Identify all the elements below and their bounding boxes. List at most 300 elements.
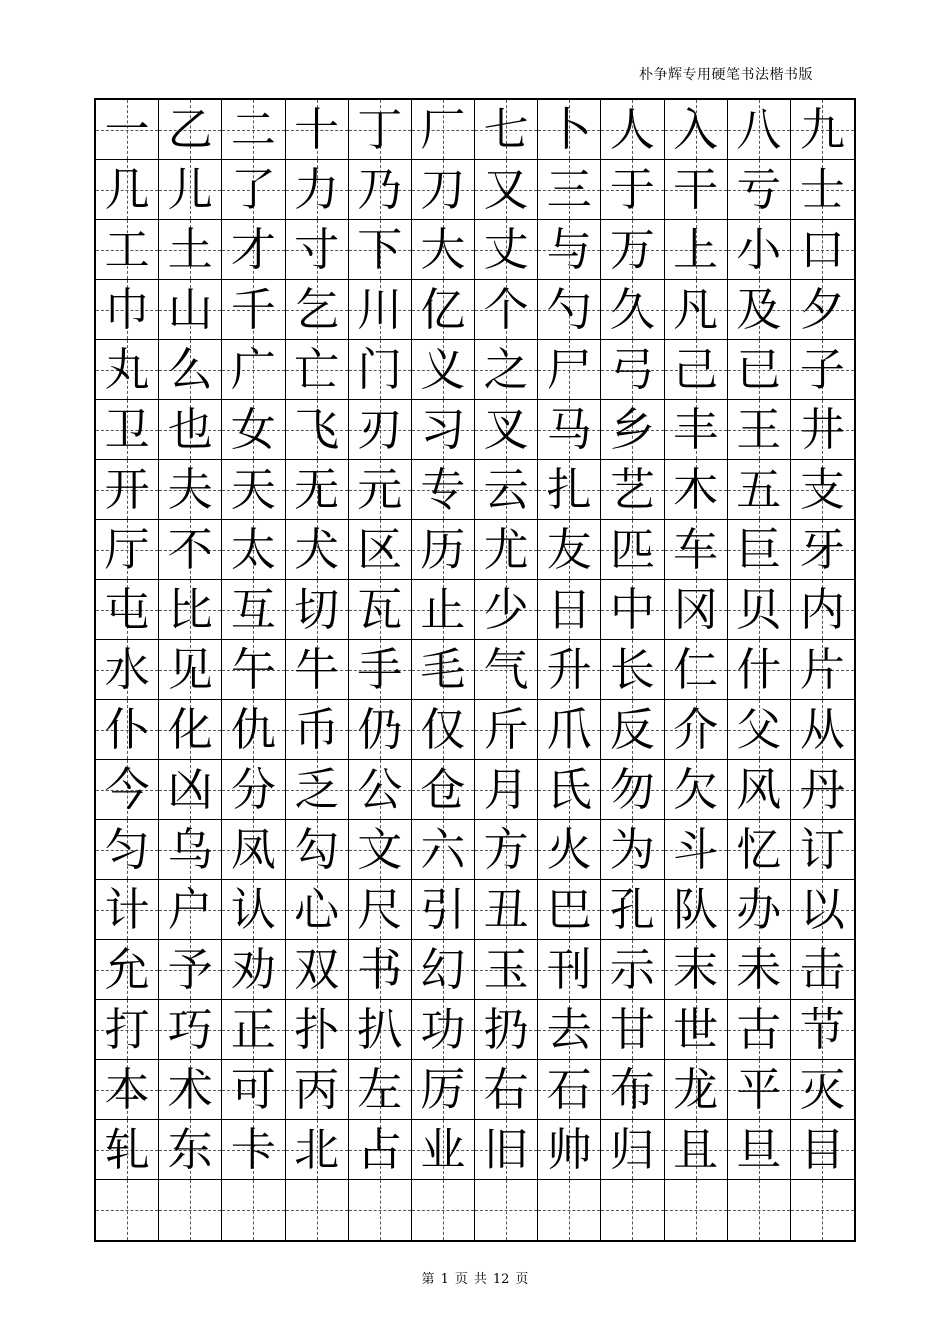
- grid-cell: [286, 640, 349, 700]
- character: 仍: [357, 703, 403, 756]
- character: 世: [673, 1003, 719, 1056]
- character: 又: [483, 163, 529, 216]
- character: 支: [799, 463, 845, 516]
- grid-cell: [601, 220, 664, 280]
- character: 末: [673, 943, 719, 996]
- character: 以: [799, 883, 845, 936]
- grid-cell: [475, 580, 538, 640]
- grid-cell: [412, 220, 475, 280]
- character: 斗: [673, 823, 719, 876]
- grid-cell: [601, 520, 664, 580]
- grid-cell: [601, 760, 664, 820]
- character: 九: [799, 103, 845, 156]
- grid-cell: [159, 400, 222, 460]
- character: 刀: [420, 163, 466, 216]
- grid-cell: [96, 1060, 159, 1120]
- grid-cell: [728, 1000, 791, 1060]
- grid-cell: [665, 820, 728, 880]
- character: 化: [167, 703, 213, 756]
- character: 户: [167, 883, 213, 936]
- grid-cell: [412, 1180, 475, 1240]
- grid-cell: [222, 160, 285, 220]
- character: 月: [483, 763, 529, 816]
- character: 千: [230, 283, 276, 336]
- grid-cell: [222, 1180, 285, 1240]
- character: 七: [483, 103, 529, 156]
- grid-cell: [286, 1060, 349, 1120]
- character: 力: [294, 163, 340, 216]
- grid-cell: [349, 1060, 412, 1120]
- character: 乞: [294, 283, 340, 336]
- character: 瓦: [357, 583, 403, 636]
- footer-current-page: 1: [440, 1272, 449, 1287]
- grid-cell: [665, 700, 728, 760]
- grid-cell: [349, 100, 412, 160]
- grid-cell: [286, 700, 349, 760]
- character: 心: [294, 883, 340, 936]
- grid-cell: [665, 760, 728, 820]
- character: 士: [799, 163, 845, 216]
- character: 凶: [167, 763, 213, 816]
- grid-cell: [222, 940, 285, 1000]
- grid-cell: [349, 220, 412, 280]
- character: 已: [736, 343, 782, 396]
- grid-cell: [349, 520, 412, 580]
- character: 不: [167, 523, 213, 576]
- grid-cell: [601, 1180, 664, 1240]
- character: 功: [420, 1003, 466, 1056]
- grid-cell: [791, 700, 854, 760]
- character: 业: [420, 1123, 466, 1176]
- character: 万: [609, 223, 655, 276]
- character: 个: [483, 283, 529, 336]
- character: 川: [357, 283, 403, 336]
- grid-cell: [601, 400, 664, 460]
- character: 工: [104, 223, 150, 276]
- grid-cell: [159, 340, 222, 400]
- character: 扎: [546, 463, 592, 516]
- grid-cell: [665, 400, 728, 460]
- character: 人: [609, 103, 655, 156]
- grid-cell: [222, 1000, 285, 1060]
- character: 尤: [483, 523, 529, 576]
- grid-cell: [159, 940, 222, 1000]
- character: 么: [167, 343, 213, 396]
- character: 习: [420, 403, 466, 456]
- character: 左: [357, 1063, 403, 1116]
- grid-cell: [538, 880, 601, 940]
- grid-cell: [96, 1120, 159, 1180]
- character: 办: [736, 883, 782, 936]
- character: 十: [294, 103, 340, 156]
- grid-cell: [791, 820, 854, 880]
- character: 巨: [736, 523, 782, 576]
- grid-cell: [286, 220, 349, 280]
- character: 无: [294, 463, 340, 516]
- character: 乌: [167, 823, 213, 876]
- character: 右: [483, 1063, 529, 1116]
- grid-cell: [791, 460, 854, 520]
- character: 丑: [483, 883, 529, 936]
- character: 今: [104, 763, 150, 816]
- character: 占: [357, 1123, 403, 1176]
- grid-cell: [665, 1180, 728, 1240]
- character: 什: [736, 643, 782, 696]
- grid-cell: [286, 160, 349, 220]
- grid-cell: [286, 1120, 349, 1180]
- character: 卡: [230, 1123, 276, 1176]
- character: 门: [357, 343, 403, 396]
- grid-cell: [349, 280, 412, 340]
- grid-cell: [538, 640, 601, 700]
- character: 丈: [483, 223, 529, 276]
- character: 止: [420, 583, 466, 636]
- grid-cell: [538, 1000, 601, 1060]
- grid-cell: [538, 820, 601, 880]
- character: 且: [673, 1123, 719, 1176]
- character: 久: [609, 283, 655, 336]
- grid-cell: [349, 1180, 412, 1240]
- grid-cell: [286, 580, 349, 640]
- character: 马: [546, 403, 592, 456]
- character: 可: [230, 1063, 276, 1116]
- character: 飞: [294, 403, 340, 456]
- grid-cell: [96, 160, 159, 220]
- character: 小: [736, 223, 782, 276]
- character: 扒: [357, 1003, 403, 1056]
- grid-cell: [665, 580, 728, 640]
- character: 午: [230, 643, 276, 696]
- grid-cell: [538, 580, 601, 640]
- grid-cell: [222, 220, 285, 280]
- practice-sheet: [94, 98, 856, 1242]
- grid-cell: [159, 640, 222, 700]
- grid-cell: [222, 400, 285, 460]
- grid-cell: [222, 820, 285, 880]
- character: 入: [673, 103, 719, 156]
- grid-cell: [665, 1120, 728, 1180]
- grid-cell: [349, 160, 412, 220]
- character: 为: [609, 823, 655, 876]
- character: 山: [167, 283, 213, 336]
- grid-cell: [728, 220, 791, 280]
- page-footer: [0, 1268, 950, 1287]
- grid-cell: [728, 100, 791, 160]
- character: 亿: [420, 283, 466, 336]
- character: 弓: [609, 343, 655, 396]
- grid-cell: [728, 880, 791, 940]
- character: 了: [230, 163, 276, 216]
- grid-cell: [538, 760, 601, 820]
- grid-cell: [475, 1120, 538, 1180]
- grid-cell: [349, 460, 412, 520]
- character: 尺: [357, 883, 403, 936]
- grid-cell: [159, 880, 222, 940]
- character: 火: [546, 823, 592, 876]
- grid-cell: [728, 460, 791, 520]
- character: 龙: [673, 1063, 719, 1116]
- grid-cell: [412, 1060, 475, 1120]
- character: 氏: [546, 763, 592, 816]
- grid-cell: [791, 640, 854, 700]
- grid-cell: [601, 880, 664, 940]
- grid-cell: [159, 1060, 222, 1120]
- grid-cell: [96, 280, 159, 340]
- character: 扔: [483, 1003, 529, 1056]
- grid-cell: [349, 940, 412, 1000]
- character: 欠: [673, 763, 719, 816]
- character: 方: [483, 823, 529, 876]
- grid-cell: [791, 1180, 854, 1240]
- grid-cell: [286, 940, 349, 1000]
- grid-cell: [412, 820, 475, 880]
- character: 艺: [609, 463, 655, 516]
- grid-cell: [475, 400, 538, 460]
- grid-cell: [791, 160, 854, 220]
- grid-cell: [791, 100, 854, 160]
- page-header: 朴争辉专用硬笔书法楷书版: [639, 67, 813, 83]
- grid-cell: [159, 580, 222, 640]
- grid-cell: [349, 880, 412, 940]
- grid-cell: [412, 1120, 475, 1180]
- grid-cell: [538, 940, 601, 1000]
- grid-cell: [475, 640, 538, 700]
- grid-cell: [412, 340, 475, 400]
- grid-cell: [349, 580, 412, 640]
- grid-cell: [601, 1120, 664, 1180]
- grid-cell: [96, 760, 159, 820]
- grid-cell: [475, 1180, 538, 1240]
- grid-cell: [665, 640, 728, 700]
- grid-cell: [791, 940, 854, 1000]
- character: 乃: [357, 163, 403, 216]
- character: 牙: [799, 523, 845, 576]
- grid-cell: [475, 940, 538, 1000]
- character: 予: [167, 943, 213, 996]
- character: 车: [673, 523, 719, 576]
- grid-cell: [96, 880, 159, 940]
- grid-cell: [665, 280, 728, 340]
- grid-cell: [286, 400, 349, 460]
- grid-cell: [222, 100, 285, 160]
- character: 厅: [104, 523, 150, 576]
- character: 仅: [420, 703, 466, 756]
- character: 也: [167, 403, 213, 456]
- character: 见: [167, 643, 213, 696]
- grid-cell: [96, 520, 159, 580]
- footer-prefix: 第: [421, 1272, 435, 1287]
- character: 仆: [104, 703, 150, 756]
- footer-total-prefix: 共: [473, 1272, 487, 1287]
- character: 反: [609, 703, 655, 756]
- character: 斤: [483, 703, 529, 756]
- character: 勿: [609, 763, 655, 816]
- character: 丰: [673, 403, 719, 456]
- grid-cell: [222, 1060, 285, 1120]
- character: 历: [420, 523, 466, 576]
- character: 王: [736, 403, 782, 456]
- grid-cell: [96, 820, 159, 880]
- character: 凤: [230, 823, 276, 876]
- character: 刃: [357, 403, 403, 456]
- character: 北: [294, 1123, 340, 1176]
- character: 巾: [104, 283, 150, 336]
- grid-cell: [96, 700, 159, 760]
- grid-cell: [222, 700, 285, 760]
- grid-cell: [728, 1180, 791, 1240]
- character: 订: [799, 823, 845, 876]
- character: 示: [609, 943, 655, 996]
- grid-cell: [791, 1000, 854, 1060]
- character: 土: [167, 223, 213, 276]
- grid-cell: [791, 880, 854, 940]
- grid-cell: [728, 520, 791, 580]
- character: 允: [104, 943, 150, 996]
- character: 尸: [546, 343, 592, 396]
- character: 云: [483, 463, 529, 516]
- character: 忆: [736, 823, 782, 876]
- character: 平: [736, 1063, 782, 1116]
- grid-cell: [412, 100, 475, 160]
- grid-cell: [349, 820, 412, 880]
- grid-cell: [601, 580, 664, 640]
- grid-cell: [601, 700, 664, 760]
- character: 手: [357, 643, 403, 696]
- character: 女: [230, 403, 276, 456]
- grid-cell: [665, 1000, 728, 1060]
- character: 公: [357, 763, 403, 816]
- grid-cell: [349, 640, 412, 700]
- character: 夫: [167, 463, 213, 516]
- grid-cell: [791, 520, 854, 580]
- grid-cell: [286, 880, 349, 940]
- grid-cell: [601, 820, 664, 880]
- character: 区: [357, 523, 403, 576]
- grid-cell: [728, 940, 791, 1000]
- grid-cell: [475, 1000, 538, 1060]
- character: 本: [104, 1063, 150, 1116]
- character: 东: [167, 1123, 213, 1176]
- character: 仇: [230, 703, 276, 756]
- grid-cell: [412, 520, 475, 580]
- character: 比: [167, 583, 213, 636]
- character: 刊: [546, 943, 592, 996]
- character: 未: [736, 943, 782, 996]
- grid-cell: [222, 580, 285, 640]
- grid-cell: [159, 1180, 222, 1240]
- character: 币: [294, 703, 340, 756]
- character: 干: [673, 163, 719, 216]
- character: 下: [357, 223, 403, 276]
- grid-cell: [412, 760, 475, 820]
- character: 才: [230, 223, 276, 276]
- grid-cell: [222, 880, 285, 940]
- grid-cell: [412, 700, 475, 760]
- character: 节: [799, 1003, 845, 1056]
- grid-cell: [159, 160, 222, 220]
- character: 计: [104, 883, 150, 936]
- grid-cell: [96, 340, 159, 400]
- character: 于: [609, 163, 655, 216]
- character: 一: [104, 103, 150, 156]
- character: 屯: [104, 583, 150, 636]
- character: 击: [799, 943, 845, 996]
- grid-cell: [412, 580, 475, 640]
- character: 灭: [799, 1063, 845, 1116]
- character: 幻: [420, 943, 466, 996]
- character: 冈: [673, 583, 719, 636]
- grid-cell: [412, 400, 475, 460]
- grid-cell: [96, 100, 159, 160]
- grid-cell: [665, 220, 728, 280]
- grid-cell: [222, 640, 285, 700]
- character: 正: [230, 1003, 276, 1056]
- character: 丹: [799, 763, 845, 816]
- character: 上: [673, 223, 719, 276]
- grid-cell: [538, 1180, 601, 1240]
- character: 旧: [483, 1123, 529, 1176]
- character: 牛: [294, 643, 340, 696]
- grid-cell: [349, 760, 412, 820]
- character: 之: [483, 343, 529, 396]
- grid-cell: [665, 1060, 728, 1120]
- character: 元: [357, 463, 403, 516]
- grid-cell: [286, 280, 349, 340]
- grid-cell: [96, 1180, 159, 1240]
- grid-cell: [475, 280, 538, 340]
- grid-cell: [728, 820, 791, 880]
- character: 双: [294, 943, 340, 996]
- grid-cell: [159, 1000, 222, 1060]
- character: 天: [230, 463, 276, 516]
- character: 乙: [167, 103, 213, 156]
- grid-cell: [728, 280, 791, 340]
- character: 勺: [546, 283, 592, 336]
- grid-cell: [791, 340, 854, 400]
- grid-cell: [412, 880, 475, 940]
- character: 仓: [420, 763, 466, 816]
- character: 开: [104, 463, 150, 516]
- grid-cell: [475, 820, 538, 880]
- grid-cell: [538, 280, 601, 340]
- character: 引: [420, 883, 466, 936]
- grid-cell: [159, 100, 222, 160]
- grid-cell: [286, 460, 349, 520]
- character: 勾: [294, 823, 340, 876]
- character: 介: [673, 703, 719, 756]
- grid-cell: [601, 1000, 664, 1060]
- grid-cell: [96, 460, 159, 520]
- footer-suffix: 页: [515, 1272, 529, 1287]
- grid-cell: [349, 700, 412, 760]
- grid-cell: [475, 700, 538, 760]
- character: 术: [167, 1063, 213, 1116]
- character: 丙: [294, 1063, 340, 1116]
- grid-cell: [791, 220, 854, 280]
- character: 巴: [546, 883, 592, 936]
- character: 巧: [167, 1003, 213, 1056]
- grid-cell: [665, 940, 728, 1000]
- grid-cell: [601, 100, 664, 160]
- grid-cell: [475, 520, 538, 580]
- grid-cell: [222, 760, 285, 820]
- character: 木: [673, 463, 719, 516]
- character: 水: [104, 643, 150, 696]
- character: 太: [230, 523, 276, 576]
- grid-cell: [475, 100, 538, 160]
- character: 内: [799, 583, 845, 636]
- character: 匹: [609, 523, 655, 576]
